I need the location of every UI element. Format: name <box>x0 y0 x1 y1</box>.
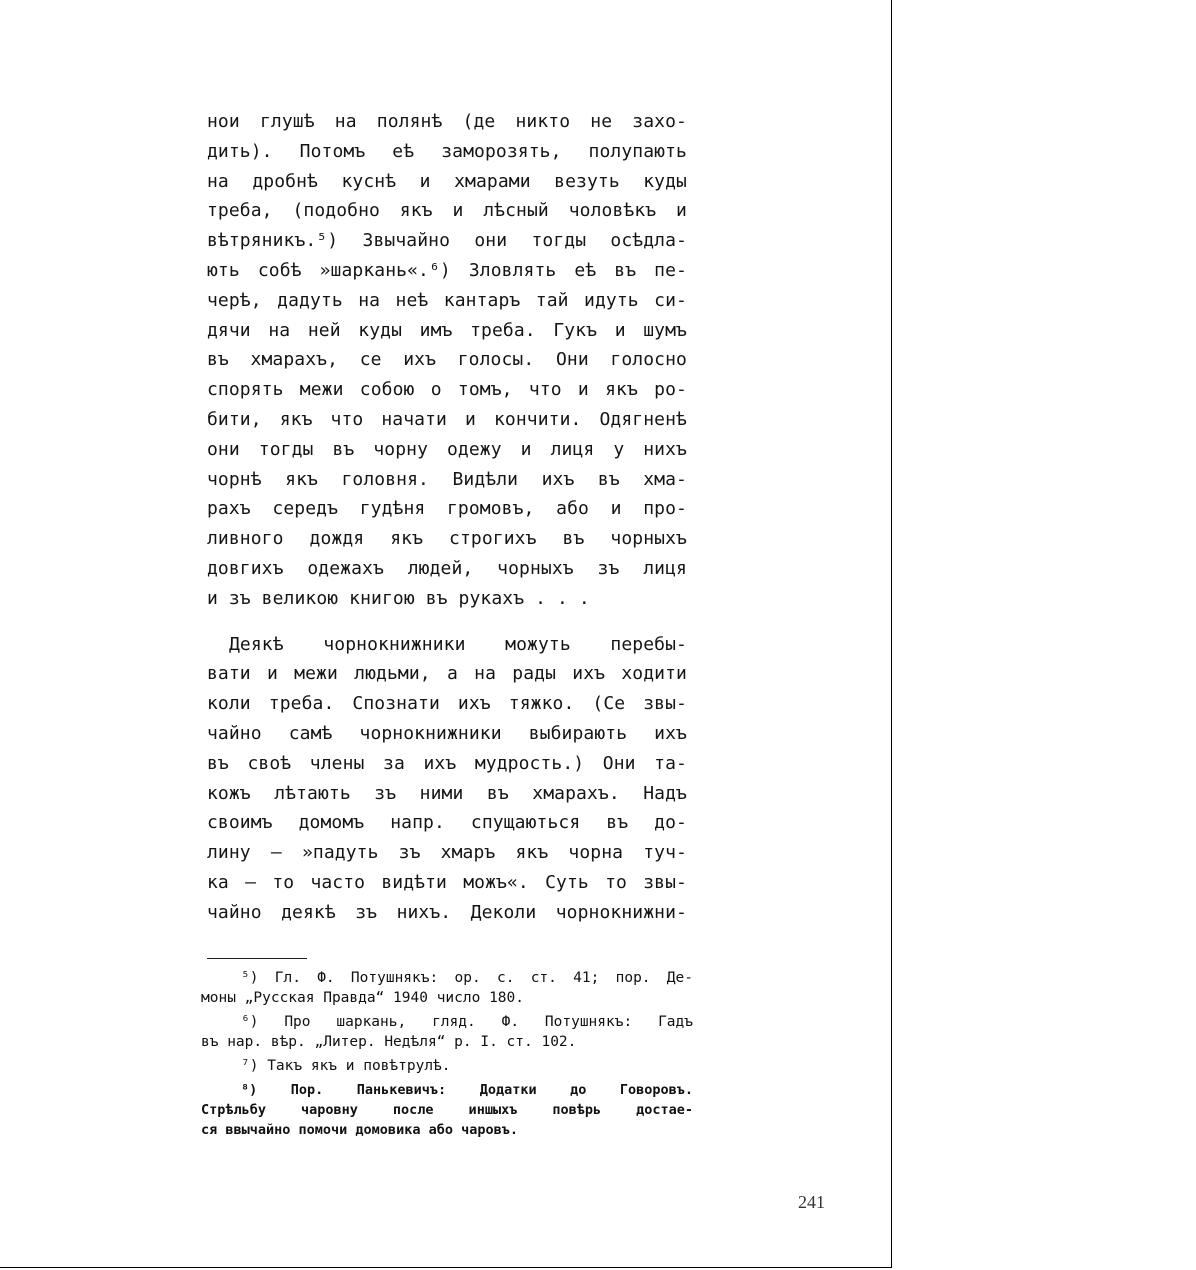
text-line: чайно самѣ чорнокнижники выбирають ихъ <box>207 722 687 744</box>
text-line: нои глушѣ на полянѣ (де никто не захо- <box>207 111 687 132</box>
text-line: черѣ, дадуть на неѣ кантаръ тай идуть си- <box>207 289 687 311</box>
paragraph-gap <box>207 614 687 630</box>
text-line: ливного дождя якъ строгихъ въ чорныхъ <box>207 528 687 550</box>
text-line: на дробнѣ куснѣ и хмарами везуть куды <box>207 170 687 192</box>
text-line: Деякѣ чорнокнижники можуть перебы- <box>229 633 687 655</box>
text-line: коли треба. Спознати ихъ тяжко. (Се звы- <box>207 693 687 715</box>
text-line: ка — то часто видѣти можъ«. Суть то звы- <box>207 871 687 893</box>
footnote-line: ⁷) Такъ якъ и повѣтрулѣ. <box>241 1058 451 1074</box>
footnote-line: ⁸) Пор. Панькевичъ: Додатки до Говоровъ. <box>241 1082 693 1098</box>
text-line: вати и межи людьми, а на рады ихъ ходити <box>207 663 687 685</box>
text-line: своимъ домомъ напр. спущаються въ до- <box>207 812 687 834</box>
text-line: дить). Потомъ еѣ заморозять, полупають <box>207 140 687 162</box>
text-line: чорнѣ якъ головня. Видѣли ихъ въ хма- <box>207 468 687 490</box>
text-line: рахъ середъ гудѣня громовъ, або и про- <box>207 498 687 520</box>
footnote-6 <box>201 1012 693 1052</box>
footnote-8 <box>201 1080 693 1140</box>
text-line: дячи на ней куды имъ треба. Гукъ и шумъ <box>207 319 687 341</box>
footnote-line: ⁶) Про шаркань, гляд. Ф. Потушнякъ: Гадъ <box>241 1014 693 1030</box>
main-text <box>207 107 687 928</box>
footnote-line: въ нар. вѣр. „Литер. Недѣля“ р. I. ст. 102. <box>201 1034 577 1050</box>
text-line: спорять межи собою о томъ, что и якъ ро- <box>207 379 687 401</box>
footnote-divider <box>207 958 307 959</box>
footnote-line: ся ввычайно помочи домовика або чаровъ. <box>201 1122 518 1138</box>
footnote-7 <box>201 1056 693 1076</box>
text-line: и зъ великою книгою въ рукахъ . . . <box>207 587 590 609</box>
text-line: лину — »падуть зъ хмаръ якъ чорна туч- <box>207 842 687 864</box>
text-line: въ своѣ члены за ихъ мудрость.) Они та- <box>207 752 687 774</box>
text-line: вѣтряникъ.⁵) Звычайно они тогды осѣдла- <box>207 230 687 252</box>
footnote-line: Стрѣльбу чаровну после иншыхъ повѣрь достае- <box>201 1102 693 1118</box>
footnote-5 <box>201 968 693 1008</box>
text-line: кожъ лѣтають зъ ними въ хмарахъ. Надъ <box>207 782 687 804</box>
page-number: 241 <box>798 1192 825 1212</box>
text-line: ють собѣ »шаркань«.⁶) Зловлять еѣ въ пе- <box>207 259 687 281</box>
footnotes <box>201 968 693 1140</box>
footnote-line: моны „Русская Правда“ 1940 число 180. <box>201 990 525 1006</box>
text-line: довгихъ одежахъ людей, чорныхъ зъ лиця <box>207 557 687 579</box>
text-line: треба, (подобно якъ и лѣсный чоловѣкъ и <box>207 200 687 222</box>
footnote-line: ⁵) Гл. Ф. Потушнякъ: ор. с. ст. 41; пор. Де- <box>241 970 693 986</box>
text-line: бити, якъ что начати и кончити. Одягненѣ <box>207 408 687 430</box>
text-line: они тогды въ чорну одежу и лиця у нихъ <box>207 438 687 460</box>
text-line: чайно деякѣ зъ нихъ. Деколи чорнокнижни- <box>207 901 687 923</box>
text-line: въ хмарахъ, се ихъ голосы. Они голосно <box>207 349 687 371</box>
